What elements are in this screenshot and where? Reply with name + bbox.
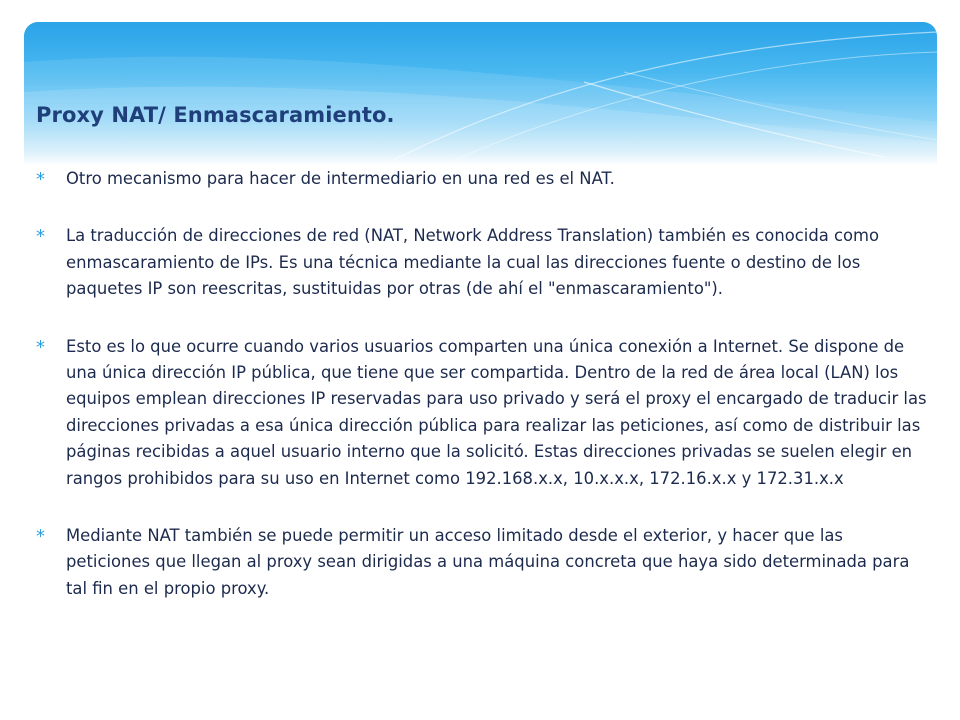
bullet-text: Esto es lo que ocurre cuando varios usuarios comparten una única conexión a Internet. Se dispone de una única dirección IP pública, que tiene que ser compartida. Dentro de la red de área local (LAN) los equipos emplean direcciones IP reservadas para uso privado y será el proxy el encargado de traducir las direcciones privadas a esa única dirección pública para realizar las peticiones, así como de distribuir las páginas recibidas a aquel usuario interno que la solicitó. Estas direcciones privadas se suelen elegir en rangos prohibidos para su uso en Internet como 192.168.x.x, 10.x.x.x, 172.16.x.x y 172.31.x.x (66, 336, 927, 488)
bullet-asterisk-icon: * (36, 169, 45, 190)
banner-swoosh-decoration (24, 22, 937, 165)
bullet-text: Mediante NAT también se puede permitir un acceso limitado desde el exterior, y hacer que las peticiones que llegan al proxy sean dirigidas a una máquina concreta que haya sido determinada para tal fin en el propio proxy. (66, 526, 910, 598)
bullet-item (36, 166, 931, 192)
bullet-asterisk-icon: * (36, 226, 45, 248)
bullet-item (36, 334, 931, 492)
header-banner (24, 22, 937, 165)
bullet-text: Otro mecanismo para hacer de intermediario en una red es el NAT. (66, 169, 615, 188)
bullet-item (36, 223, 931, 302)
bullet-text: La traducción de direcciones de red (NAT, Network Address Translation) también es conocida como enmascaramiento de IPs. Es una técnica mediante la cual las direcciones fuente o destino de los paquetes IP son reescritas, sustituidas por otras (de ahí el "enmascaramiento"). (66, 226, 880, 299)
slide-title: Proxy NAT/ Enmascaramiento. (36, 103, 395, 127)
bullet-asterisk-icon: * (36, 526, 45, 548)
bullet-list (36, 166, 931, 633)
bullet-item (36, 523, 931, 602)
bullet-asterisk-icon: * (36, 336, 45, 358)
